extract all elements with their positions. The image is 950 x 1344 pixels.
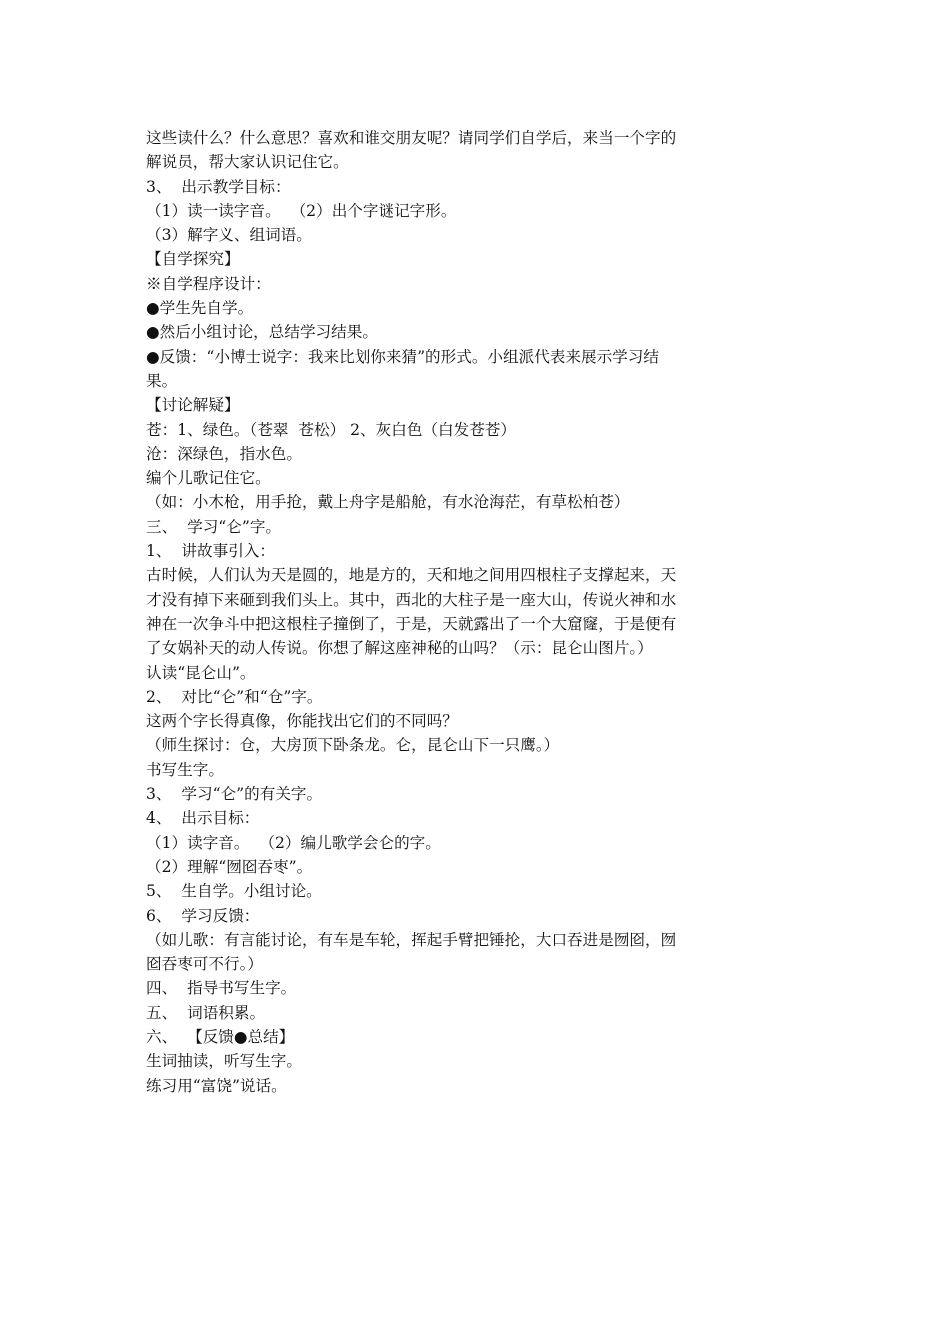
text-line: （如儿歌：有言能讨论，有车是车轮，挥起手臂把锤抡，大口吞进是囫囵，囫 <box>146 930 677 949</box>
text-line: （2）理解“囫囵吞枣”。 <box>146 857 313 876</box>
text-line: 认读“昆仑山”。 <box>146 663 256 682</box>
text-line: 1、 讲故事引入： <box>146 542 275 561</box>
text-line: 书写生字。 <box>146 760 224 779</box>
text-line: 三、 学习“仑”字。 <box>146 517 282 536</box>
text-line: ●反馈：“小博士说字：我来比划你来猜”的形式。小组派代表来展示学习结 <box>146 347 659 366</box>
text-line: （师生探讨：仓，大房顶下卧条龙。仑，昆仑山下一只鹰。） <box>146 736 560 755</box>
text-line: 果。 <box>146 371 178 390</box>
text-line: 五、 词语积累。 <box>146 1003 266 1022</box>
text-line: （1）读一读字音。 （2）出个字谜记字形。 <box>146 201 457 220</box>
text-line: 2、 对比“仑”和“仓”字。 <box>146 687 323 706</box>
text-line: 4、 出示目标： <box>146 809 260 828</box>
text-line: 这些读什么？什么意思？喜欢和谁交朋友呢？请同学们自学后，来当一个字的 <box>146 129 677 147</box>
text-line: （如：小木枪，用手抢，戴上舟字是船舱，有水沧海茫，有草松柏苍） <box>146 493 630 512</box>
text-line: 神在一次争斗中把这根柱子撞倒了，于是，天就露出了一个大窟窿，于是便有 <box>146 614 677 633</box>
text-line: 解说员，帮大家认识记住它。 <box>146 153 349 172</box>
text-line: 四、 指导书写生字。 <box>146 979 297 998</box>
text-line: 5、 生自学。小组讨论。 <box>146 882 322 901</box>
text-line: ●然后小组讨论，总结学习结果。 <box>146 323 378 342</box>
text-line: （1）读字音。 （2）编儿歌学会仑的字。 <box>146 833 441 852</box>
text-line: 练习用“富饶”说话。 <box>146 1076 287 1095</box>
text-line: 编个儿歌记住它。 <box>146 469 271 488</box>
text-line: 6、 学习反馈： <box>146 906 260 925</box>
text-line: 3、 学习“仑”的有关字。 <box>146 785 323 804</box>
text-line: 才没有掉下来砸到我们头上。其中，西北的大柱子是一座大山，传说火神和水 <box>146 590 677 609</box>
document-body <box>146 126 802 1098</box>
text-line: 沧：深绿色，指水色。 <box>146 444 302 463</box>
text-line: （3）解字义、组词语。 <box>146 226 312 245</box>
text-line: 这两个字长得真像，你能找出它们的不同吗？ <box>146 712 458 731</box>
text-line: 古时候，人们认为天是圆的，地是方的，天和地之间用四根柱子支撑起来，天 <box>146 566 677 585</box>
text-line: 六、 【反馈●总结】 <box>146 1027 295 1046</box>
text-line: 【讨论解疑】 <box>146 396 240 415</box>
text-line: 3、 出示教学目标： <box>146 177 291 196</box>
text-line: 生词抽读，听写生字。 <box>146 1052 302 1071</box>
text-line: 苍：1、绿色。（苍翠 苍松） 2、灰白色（白发苍苍） <box>146 420 516 439</box>
text-line: 囵吞枣可不行。） <box>146 955 263 974</box>
text-line: ※自学程序设计： <box>146 274 271 293</box>
text-line: 了女娲补天的动人传说。你想了解这座神秘的山吗？（示：昆仑山图片。） <box>146 639 653 658</box>
text-line: ●学生先自学。 <box>146 299 254 318</box>
text-line: 【自学探究】 <box>146 250 240 269</box>
